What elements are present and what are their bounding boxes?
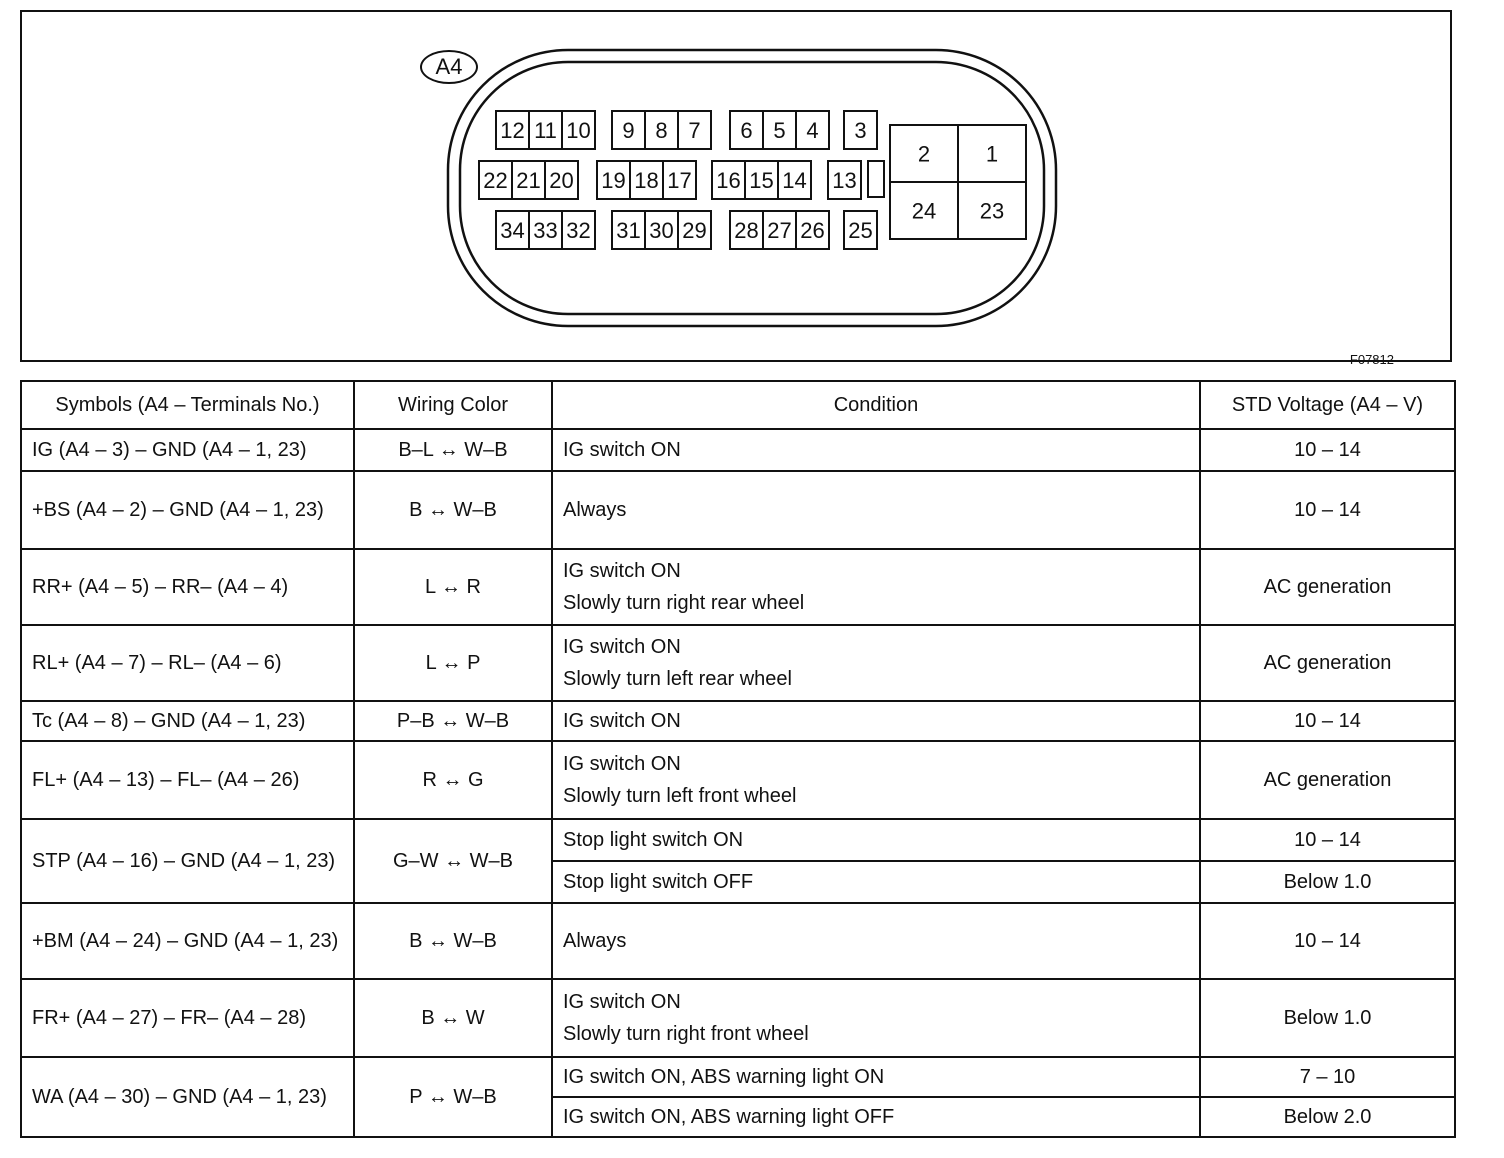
symbol-cell: FR+ (A4 – 27) – FR– (A4 – 28)	[21, 979, 354, 1057]
table-row	[21, 741, 1455, 819]
condition-cell	[552, 429, 1200, 471]
terminal-number: 27	[767, 218, 792, 243]
condition-line: Stop light switch ON	[563, 829, 744, 851]
condition-cell	[552, 861, 1200, 903]
table-row	[21, 471, 1455, 549]
connector-drawing	[22, 12, 1450, 360]
std-voltage-cell: 10 – 14	[1200, 819, 1455, 861]
condition-line: Slowly turn right front wheel	[563, 1023, 809, 1045]
terminal-number: 29	[682, 218, 707, 243]
table-row	[21, 625, 1455, 701]
symbol-cell: FL+ (A4 – 13) – FL– (A4 – 26)	[21, 741, 354, 819]
terminal-number: 5	[773, 118, 786, 143]
wiring-color-cell: L ↔ R	[354, 549, 552, 625]
condition-line: Slowly turn right rear wheel	[563, 592, 805, 614]
std-voltage-cell: Below 2.0	[1200, 1097, 1455, 1137]
terminal-number: 3	[854, 118, 867, 143]
terminal-number: 15	[749, 168, 774, 193]
condition-line: IG switch ON, ABS warning light ON	[563, 1066, 885, 1088]
std-voltage-cell: Below 1.0	[1200, 861, 1455, 903]
symbol-cell: STP (A4 – 16) – GND (A4 – 1, 23)	[21, 819, 354, 903]
condition-line: IG switch ON	[563, 636, 681, 658]
blank-cavity	[868, 161, 884, 197]
terminal-number: 4	[806, 118, 819, 143]
table-header-row	[21, 381, 1455, 429]
condition-line: IG switch ON	[563, 991, 681, 1013]
wiring-color-cell: G–W ↔ W–B	[354, 819, 552, 903]
condition-line: Slowly turn left rear wheel	[563, 668, 792, 690]
wiring-color-cell: P–B ↔ W–B	[354, 701, 552, 741]
terminal-number: 32	[566, 218, 591, 243]
table-row	[21, 903, 1455, 979]
symbol-cell: IG (A4 – 3) – GND (A4 – 1, 23)	[21, 429, 354, 471]
std-voltage-cell: Below 1.0	[1200, 979, 1455, 1057]
std-voltage-cell: 7 – 10	[1200, 1057, 1455, 1097]
terminal-number: 21	[516, 168, 541, 193]
condition-line: IG switch ON	[563, 439, 681, 461]
condition-cell	[552, 471, 1200, 549]
wiring-color-cell: R ↔ G	[354, 741, 552, 819]
std-voltage-cell: AC generation	[1200, 741, 1455, 819]
terminal-number: 17	[667, 168, 692, 193]
condition-cell	[552, 701, 1200, 741]
std-voltage-cell: 10 – 14	[1200, 471, 1455, 549]
symbol-cell: Tc (A4 – 8) – GND (A4 – 1, 23)	[21, 701, 354, 741]
wiring-color-cell: B ↔ W–B	[354, 903, 552, 979]
symbol-cell: WA (A4 – 30) – GND (A4 – 1, 23)	[21, 1057, 354, 1137]
table-row	[21, 979, 1455, 1057]
wiring-color-cell: L ↔ P	[354, 625, 552, 701]
terminal-number: 25	[848, 218, 873, 243]
symbol-cell: RR+ (A4 – 5) – RR– (A4 – 4)	[21, 549, 354, 625]
terminal-number: 18	[634, 168, 659, 193]
condition-line: IG switch ON, ABS warning light OFF	[563, 1106, 895, 1128]
terminal-number: 19	[601, 168, 626, 193]
condition-cell	[552, 979, 1200, 1057]
condition-cell	[552, 549, 1200, 625]
terminal-number: 28	[734, 218, 759, 243]
std-voltage-cell: AC generation	[1200, 625, 1455, 701]
terminal-number: 22	[483, 168, 508, 193]
terminal-number: 8	[655, 118, 668, 143]
symbol-cell: +BM (A4 – 24) – GND (A4 – 1, 23)	[21, 903, 354, 979]
wiring-color-cell: B ↔ W–B	[354, 471, 552, 549]
terminal-number: 13	[832, 168, 857, 193]
wiring-color-cell: P ↔ W–B	[354, 1057, 552, 1137]
std-voltage-cell: 10 – 14	[1200, 701, 1455, 741]
power-terminal-number: 23	[979, 198, 1005, 224]
terminal-number: 14	[782, 168, 807, 193]
condition-line: IG switch ON	[563, 560, 681, 582]
terminal-number: 33	[533, 218, 558, 243]
terminal-number: 12	[500, 118, 525, 143]
terminal-number: 30	[649, 218, 674, 243]
condition-cell	[552, 1057, 1200, 1097]
power-terminal-number: 24	[911, 198, 937, 224]
condition-cell	[552, 741, 1200, 819]
terminal-number: 9	[622, 118, 635, 143]
wiring-color-cell: B ↔ W	[354, 979, 552, 1057]
terminal-voltage-table	[20, 380, 1456, 1138]
std-voltage-cell: 10 – 14	[1200, 429, 1455, 471]
condition-line: IG switch ON	[563, 753, 681, 775]
terminal-number: 11	[534, 118, 557, 143]
condition-line: IG switch ON	[563, 710, 681, 732]
wiring-color-cell: B–L ↔ W–B	[354, 429, 552, 471]
power-terminal-number: 2	[917, 141, 931, 167]
condition-cell	[552, 819, 1200, 861]
table-row	[21, 819, 1455, 861]
header-std-voltage: STD Voltage (A4 – V)	[1200, 381, 1455, 429]
terminal-number: 7	[688, 118, 701, 143]
figure-code: F07812	[1349, 352, 1394, 367]
condition-line: Always	[563, 930, 627, 952]
terminal-number: 6	[740, 118, 753, 143]
symbol-cell: +BS (A4 – 2) – GND (A4 – 1, 23)	[21, 471, 354, 549]
condition-cell	[552, 1097, 1200, 1137]
std-voltage-cell: 10 – 14	[1200, 903, 1455, 979]
table-body	[21, 429, 1455, 1137]
power-terminal-number: 1	[985, 141, 999, 167]
terminal-number: 31	[616, 218, 641, 243]
connector-label-text: A4	[435, 54, 463, 79]
terminal-number: 20	[549, 168, 574, 193]
terminal-number: 26	[800, 218, 825, 243]
connector-diagram	[20, 10, 1452, 367]
condition-cell	[552, 903, 1200, 979]
header-condition: Condition	[552, 381, 1200, 429]
terminal-number: 34	[500, 218, 525, 243]
header-wiring-color: Wiring Color	[354, 381, 552, 429]
condition-line: Slowly turn left front wheel	[563, 785, 797, 807]
table-row	[21, 429, 1455, 471]
table-row	[21, 1057, 1455, 1097]
std-voltage-cell: AC generation	[1200, 549, 1455, 625]
condition-cell	[552, 625, 1200, 701]
condition-line: Stop light switch OFF	[563, 871, 754, 893]
condition-line: Always	[563, 499, 627, 521]
symbol-cell: RL+ (A4 – 7) – RL– (A4 – 6)	[21, 625, 354, 701]
table-row	[21, 549, 1455, 625]
header-symbols: Symbols (A4 – Terminals No.)	[21, 381, 354, 429]
terminal-number: 10	[566, 118, 591, 143]
table-row	[21, 701, 1455, 741]
terminal-number: 16	[716, 168, 741, 193]
connector-label	[420, 50, 478, 84]
